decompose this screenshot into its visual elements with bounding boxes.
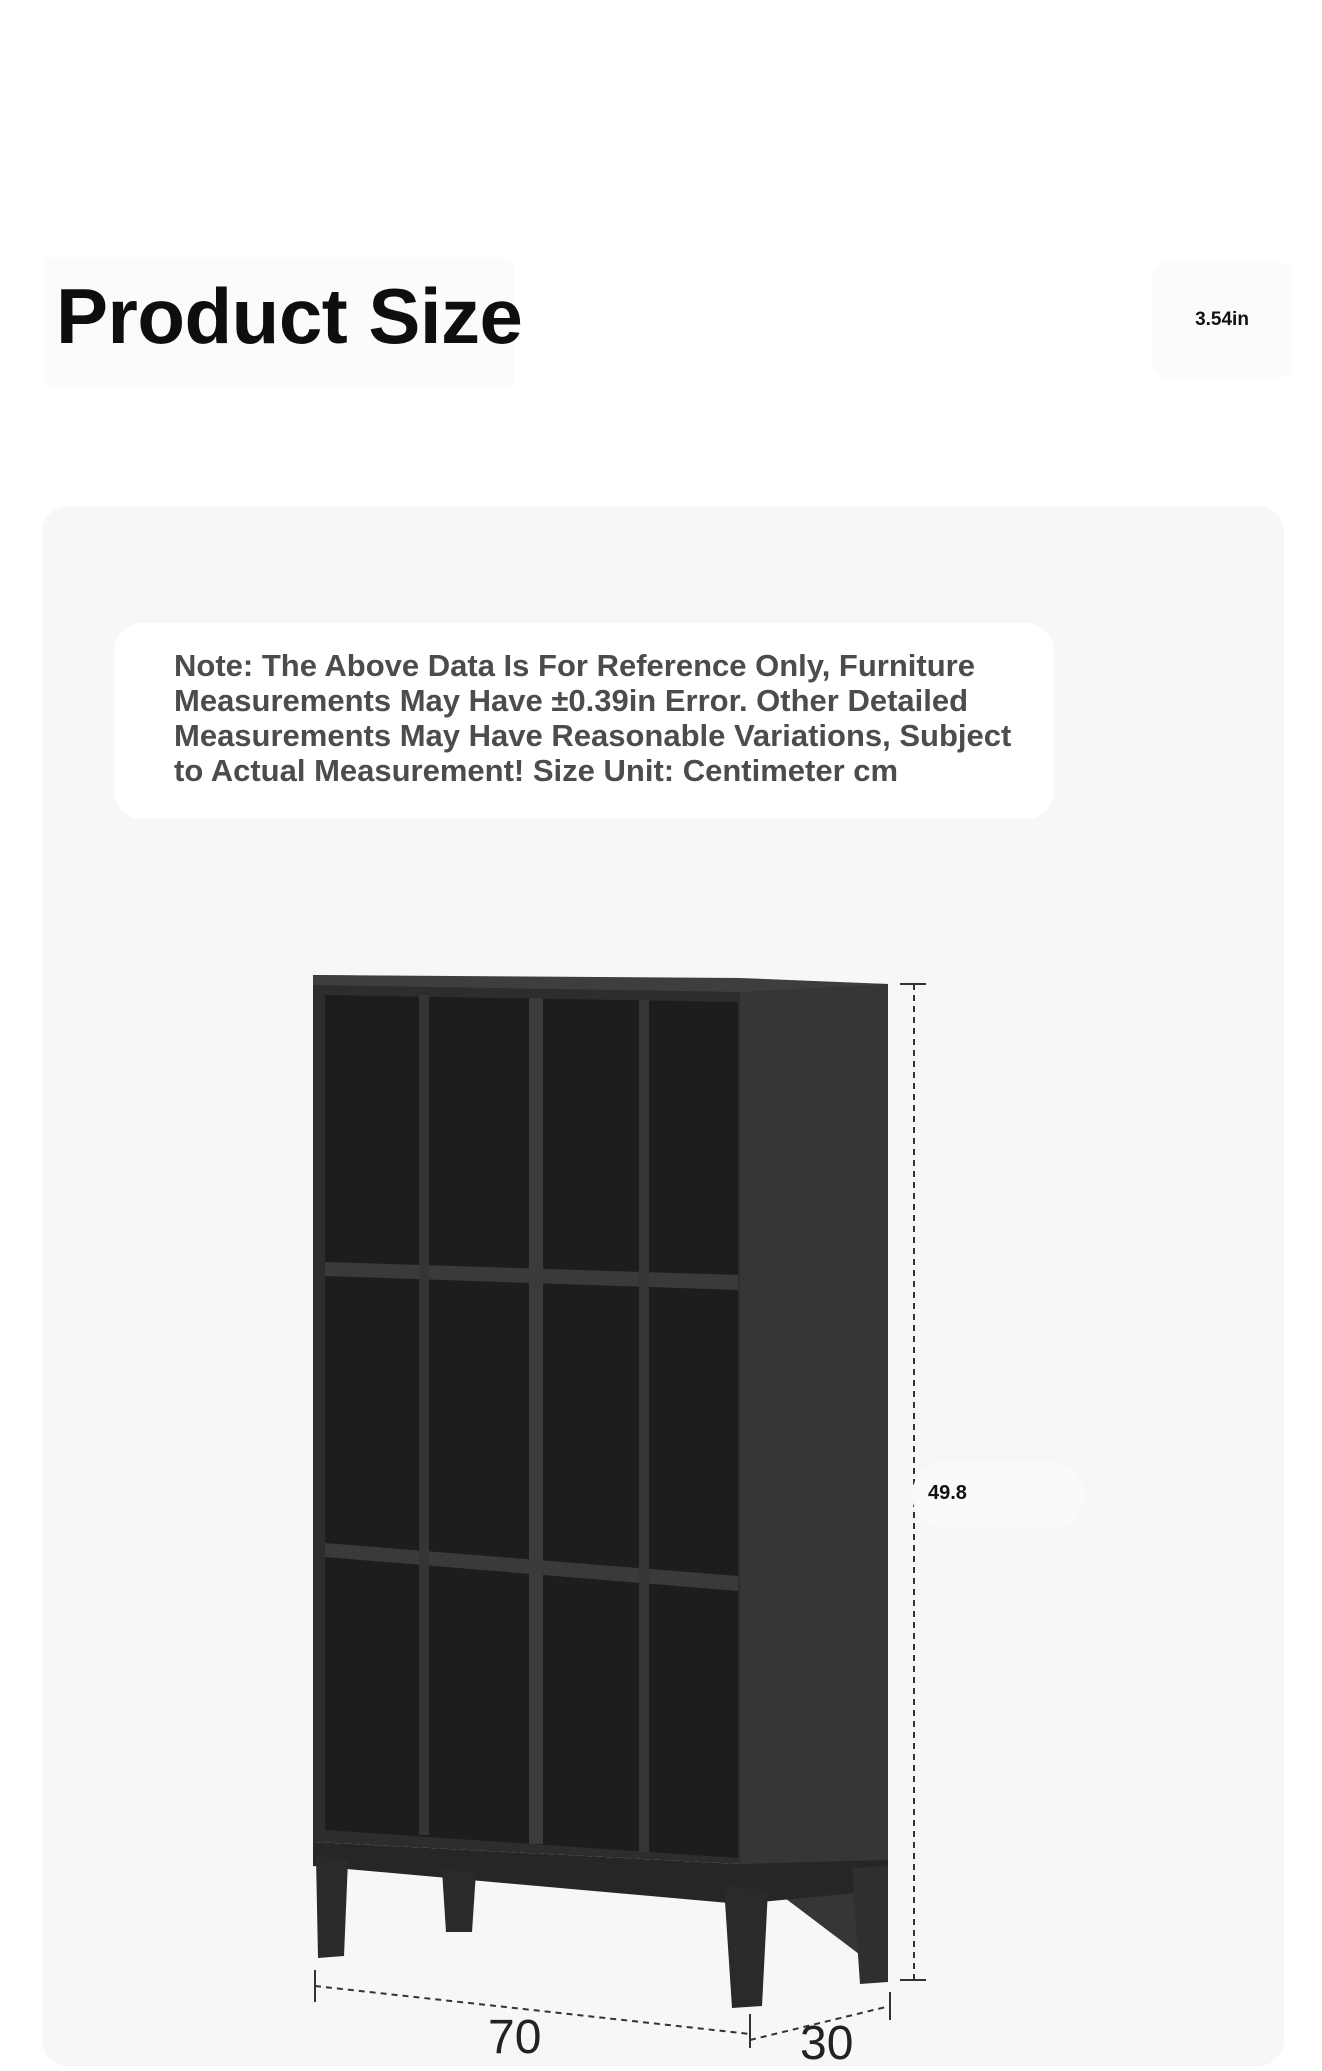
divider-3: [639, 1000, 649, 1852]
leg-front-right: [724, 1886, 768, 2008]
page-title: Product Size: [56, 272, 523, 360]
depth-label: 30: [800, 2017, 854, 2070]
shelf-side-panel: [740, 980, 888, 1976]
leg-front-left: [316, 1856, 348, 1958]
leg-back-right: [852, 1866, 888, 1984]
divider-2: [529, 998, 543, 1844]
size-badge: 3.54in: [1152, 262, 1292, 378]
note-text: Note: The Above Data Is For Reference Only, Furniture Measurements May Have ±0.39in Error. Other Detailed Measurements May Have Reasonable Variations, Subject to Actual Measurement! Size Unit: Centimeter cm: [174, 648, 1012, 788]
width-label: 70: [488, 2011, 542, 2064]
divider-1: [419, 995, 429, 1835]
leg-back-left: [442, 1870, 476, 1932]
height-label: 49.8: [928, 1482, 967, 1504]
